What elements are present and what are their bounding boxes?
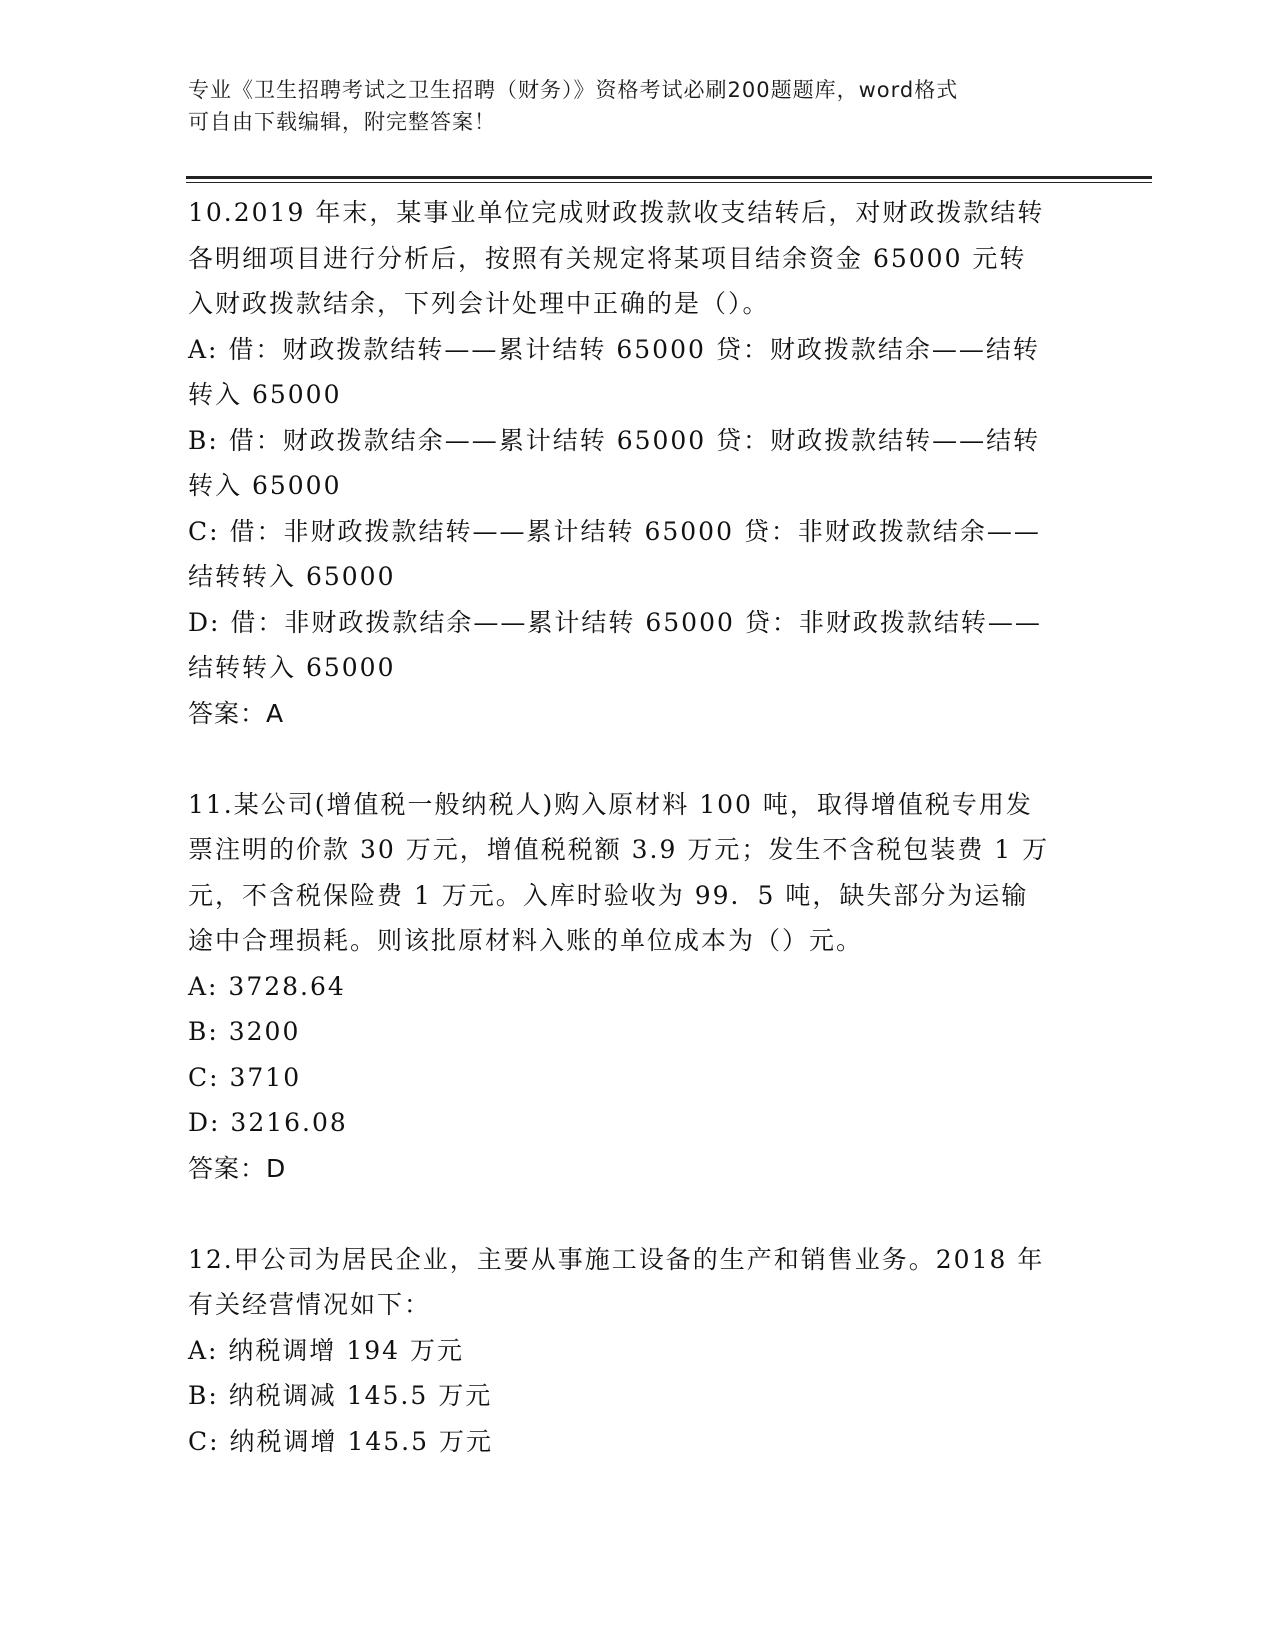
question-stem-line: 票注明的价款 30 万元，增值税税额 3.9 万元；发生不含税包装费 1 万: [188, 835, 1050, 864]
question-stem-line: 10.2019 年末，某事业单位完成财政拨款收支结转后，对财政拨款结转: [188, 198, 1045, 227]
option-a: A: 纳税调增 194 万元: [188, 1335, 465, 1365]
question-12: [188, 1237, 1088, 1465]
answer-label: 答案：: [188, 1153, 267, 1183]
option-b: B: 3200: [188, 1017, 301, 1046]
option-b: B: 借：财政拨款结余——累计结转 65000 贷：财政拨款结转——结转: [188, 425, 1041, 455]
header-line-1: 专业《卫生招聘考试之卫生招聘（财务）》资格考试必刷200题题库，word格式: [188, 78, 959, 102]
option-b: B: 纳税调减 145.5 万元: [188, 1381, 493, 1410]
question-stem-line: 各明细项目进行分析后，按照有关规定将某项目结余资金 65000 元转: [188, 243, 1027, 273]
question-10: [188, 190, 1088, 736]
answer-line: [188, 1146, 1088, 1192]
option-a: A: 借：财政拨款结转——累计结转 65000 贷：财政拨款结余——结转: [188, 334, 1040, 364]
answer-value: D: [266, 1153, 287, 1183]
option-a: A: 3728.64: [188, 971, 346, 1001]
option-c: C: 借：非财政拨款结转——累计结转 65000 贷：非财政拨款结余——: [188, 516, 1041, 546]
question-spacer: [188, 736, 1088, 782]
answer-label: 答案：: [188, 698, 267, 728]
header-divider-thick: [186, 176, 1152, 179]
question-11: [188, 782, 1088, 1192]
answer-value: A: [266, 698, 285, 728]
question-stem-line: 11.某公司(增值税一般纳税人)购入原材料 100 吨，取得增值税专用发: [188, 789, 1033, 819]
option-d-continued: 结转转入 65000: [188, 653, 396, 682]
header-divider-thin: [186, 182, 1152, 183]
option-c: C: 3710: [188, 1062, 302, 1092]
question-stem-line: 入财政拨款结余，下列会计处理中正确的是（）。: [188, 289, 770, 318]
option-d: D: 借：非财政拨款结余——累计结转 65000 贷：非财政拨款结转——: [188, 607, 1042, 637]
document-header: [188, 74, 1068, 138]
question-stem-line: 有关经营情况如下：: [188, 1290, 432, 1319]
question-stem-line: 12.甲公司为居民企业，主要从事施工设备的生产和销售业务。2018 年: [188, 1244, 1045, 1274]
option-a-continued: 转入 65000: [188, 380, 342, 409]
question-stem-line: 途中合理损耗。则该批原材料入账的单位成本为（）元。: [188, 926, 864, 955]
option-c: C: 纳税调增 145.5 万元: [188, 1426, 493, 1456]
header-line-2: 可自由下载编辑，附完整答案！: [188, 110, 496, 134]
option-c-continued: 结转转入 65000: [188, 562, 396, 591]
option-d: D: 3216.08: [188, 1108, 348, 1137]
question-stem-line: 元，不含税保险费 1 万元。入库时验收为 99．5 吨，缺失部分为运输: [188, 880, 1029, 910]
answer-line: [188, 691, 1088, 737]
question-list: [188, 190, 1088, 1464]
question-spacer: [188, 1191, 1088, 1237]
option-b-continued: 转入 65000: [188, 471, 342, 500]
